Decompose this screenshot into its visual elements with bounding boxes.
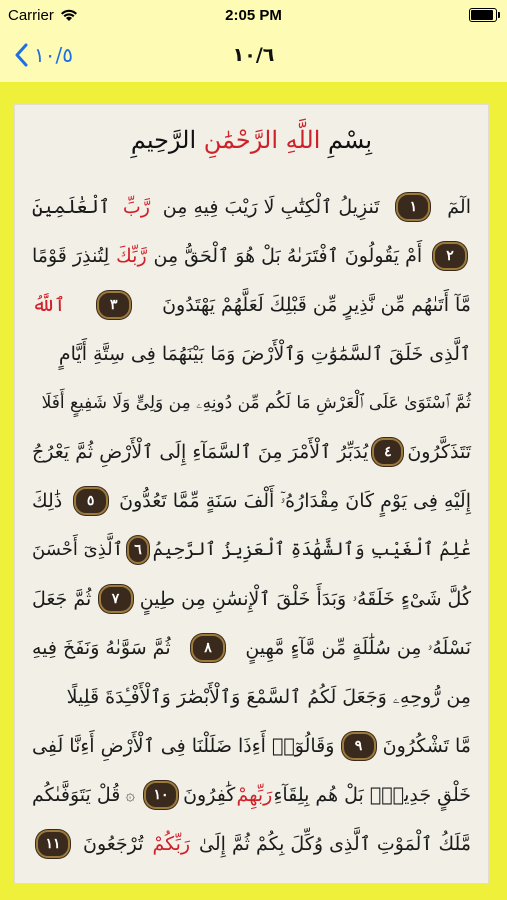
verse-line: [32, 623, 471, 672]
navigation-bar: [0, 30, 507, 80]
wifi-icon: [60, 9, 78, 22]
verse-text: الٓمٓ: [447, 195, 471, 218]
verse-line: [32, 476, 471, 525]
battery-icon: [469, 8, 497, 22]
rub-el-hizb-icon: ۞: [125, 785, 135, 804]
divine-name-text: رَّبِّ: [122, 195, 150, 218]
verse-line: [32, 770, 471, 819]
verse-line: [32, 525, 471, 574]
verse-text: تَنزِيلُ ٱلْكِتَٰبِ لَا رَيْبَ فِيهِ مِن: [162, 195, 380, 218]
verse-text: مَّا تَشْكُرُونَ: [382, 734, 471, 757]
ayah-number-marker[interactable]: ١: [396, 193, 430, 221]
quran-page-frame: [0, 82, 507, 900]
ayah-number-marker[interactable]: ٩: [342, 732, 376, 760]
verse-line: [32, 280, 471, 329]
bismillah-end: الرَّحِيمِ: [130, 126, 204, 154]
ayah-number-marker[interactable]: ٢: [433, 242, 467, 270]
quran-page[interactable]: [14, 104, 489, 884]
back-button[interactable]: [14, 38, 73, 72]
bismillah-start: بِسْمِ: [320, 126, 373, 154]
ayah-number-marker[interactable]: ٣: [97, 291, 131, 319]
verse-line: [32, 231, 471, 280]
verse-line: [32, 378, 471, 427]
divine-name-text: رَّبِّكَ: [116, 244, 147, 267]
verse-text: ثُمَّ ٱسْتَوَىٰ عَلَى ٱلْعَرْشِ مَا لَكُم مِّن دُونِهِۦ مِن وَلِىٍّ وَلَا شَفِيعٍ أَفَلَا: [41, 392, 471, 413]
verse-text: يُدَبِّرُ ٱلْأَمْرَ مِنَ ٱلسَّمَآءِ إِلَى ٱلْأَرْضِ ثُمَّ يَعْرُجُ: [32, 440, 369, 463]
ayah-number-marker[interactable]: ٥: [74, 487, 108, 515]
ayah-number-marker[interactable]: ٦: [127, 536, 149, 564]
verse-text: إِلَيْهِ فِى يَوْمٍ كَانَ مِقْدَارُهُۥٓ أَلْفَ سَنَةٍ مِّمَّا تَعُدُّونَ: [119, 489, 471, 512]
verse-line: [32, 574, 471, 623]
verse-text: خَلْقٍ جَدِيدٍۭ بَلْ هُم بِلِقَآءِ: [273, 783, 471, 806]
verse-text: نَسْلَهُۥ مِن سُلَٰلَةٍ مِّن مَّآءٍ مَّهِينٍ: [245, 636, 471, 659]
verse-text: عَٰلِمُ ٱلْغَيْبِ وَٱلشَّهَٰدَةِ ٱلْعَزِيزُ ٱلرَّحِيمُ: [152, 539, 471, 560]
ayah-number-marker[interactable]: ٧: [99, 585, 133, 613]
bismillah: [14, 126, 489, 172]
verse-text: وَقَالُوٓا۟ أَءِذَا ضَلَلْنَا فِى ٱلْأَرْضِ أَءِنَّا لَفِى: [32, 734, 335, 757]
bismillah-highlight: اللَّهِ الرَّحْمَٰنِ: [203, 126, 321, 154]
ayah-number-marker[interactable]: ١٠: [144, 781, 178, 809]
verse-text: قُلْ يَتَوَفَّىٰكُم: [32, 783, 121, 806]
verse-text: ذَٰلِكَ: [32, 489, 63, 512]
verse-text: كُلَّ شَىْءٍ خَلَقَهُۥ وَبَدَأَ خَلْقَ ٱلْإِنسَٰنِ مِن طِينٍ: [139, 587, 471, 610]
verse-text: ٱلْعَٰلَمِينَ: [32, 195, 110, 218]
back-label: ١٠/٥: [34, 43, 73, 67]
carrier-label: Carrier: [8, 6, 54, 24]
verse-line: [32, 672, 471, 721]
chevron-left-icon: [14, 43, 28, 67]
verse-line: [32, 182, 471, 231]
ayah-number-marker[interactable]: ٨: [191, 634, 225, 662]
verse-text: ٱلَّذِى خَلَقَ ٱلسَّمَٰوَٰتِ وَٱلْأَرْضَ وَمَا بَيْنَهُمَا فِى سِتَّةِ أَيَّامٍ: [58, 342, 471, 365]
verse-text: مَّآ أَتَىٰهُم مِّن نَّذِيرٍ مِّن قَبْلِكَ لَعَلَّهُمْ يَهْتَدُونَ: [162, 293, 471, 316]
divine-name-text: رَبِّهِمْ: [236, 783, 273, 806]
verse-text: أَمْ يَقُولُونَ ٱفْتَرَىٰهُ بَلْ هُوَ ٱلْحَقُّ مِن: [153, 244, 423, 267]
verse-text: ثُمَّ جَعَلَ: [32, 587, 92, 610]
verse-text: لِتُنذِرَ قَوْمًا: [32, 244, 110, 267]
verse-line: [32, 721, 471, 770]
verse-line: [32, 329, 471, 378]
verse-text: كَٰفِرُونَ: [183, 783, 236, 806]
status-bar: [0, 0, 507, 30]
page-title: ١٠/٦: [232, 44, 275, 66]
verse-line: [32, 819, 471, 868]
status-left: [0, 7, 78, 24]
verse-lines: [32, 182, 471, 868]
divine-name-text: رَبِّكُمْ: [152, 832, 191, 855]
verse-text: مَّلَكُ ٱلْمَوْتِ ٱلَّذِى وُكِّلَ بِكُمْ ثُمَّ إِلَىٰ: [199, 832, 471, 855]
ayah-number-marker[interactable]: ١١: [36, 830, 70, 858]
verse-text: ثُمَّ سَوَّىٰهُ وَنَفَخَ فِيهِ: [32, 636, 171, 659]
verse-text: تُرْجَعُونَ: [83, 832, 144, 855]
verse-text: تَتَذَكَّرُونَ: [407, 440, 471, 463]
status-time: 2:05 PM: [225, 6, 282, 24]
verse-line: [32, 427, 471, 476]
ayah-number-marker[interactable]: ٤: [372, 438, 403, 466]
verse-text: مِن رُّوحِهِۦ وَجَعَلَ لَكُمُ ٱلسَّمْعَ وَٱلْأَبْصَٰرَ وَٱلْأَفْـِٔدَةَ قَلِيلًا: [66, 685, 471, 708]
divine-name-text: ٱللَّهُ: [32, 293, 66, 316]
battery-fill: [471, 10, 493, 20]
verse-text: ٱلَّذِىٓ أَحْسَنَ: [32, 539, 124, 560]
